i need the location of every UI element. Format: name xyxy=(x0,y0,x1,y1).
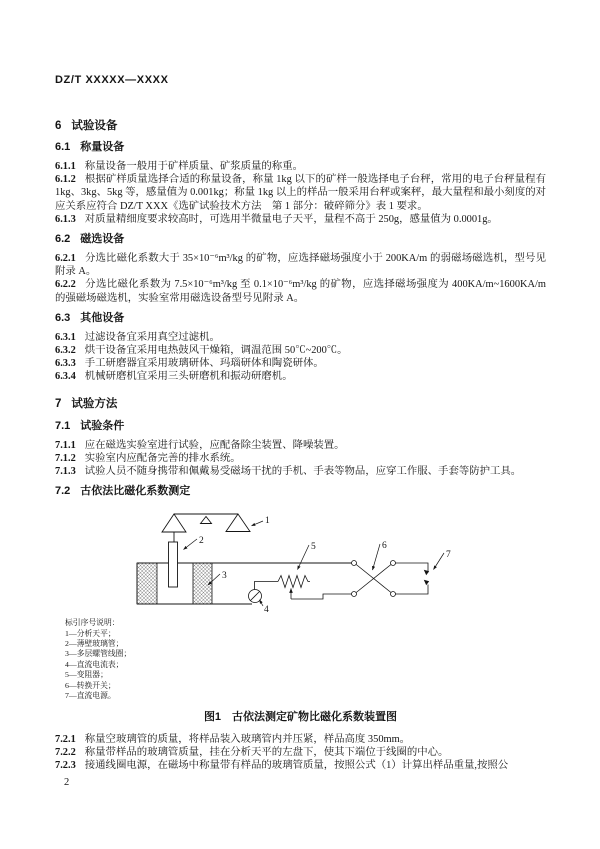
heading-6.2 xyxy=(55,233,546,246)
clause-7.1.2 xyxy=(55,452,546,465)
analytical-balance xyxy=(162,514,250,542)
terminal-arrow-icon xyxy=(424,580,429,585)
clause-text: 烘干设备宜采用电热鼓风干燥箱，调温范围 50℃~200℃。 xyxy=(84,345,348,357)
heading-7.2 xyxy=(55,485,546,498)
clause-number: 7.2.1 xyxy=(55,733,76,745)
clause-number: 6.3.3 xyxy=(55,358,76,370)
clause-number: 7.2.3 xyxy=(55,759,76,771)
callout-5: 5 xyxy=(311,542,316,553)
rheostat xyxy=(278,576,352,600)
clause-text: 机械研磨机宜采用三头研磨机和振动研磨机。 xyxy=(84,371,293,383)
clause-number: 6.2.1 xyxy=(55,253,76,265)
glass-tube xyxy=(169,542,178,587)
clause-number: 6.1.3 xyxy=(55,213,76,225)
clause-number: 7 xyxy=(55,397,62,410)
clause-number: 6.3.4 xyxy=(55,371,76,383)
clause-text: 试验条件 xyxy=(80,419,125,432)
clause-text: 接通线圈电源，在磁场中称量带有样品的玻璃管质量，按照公式（1）计算出样品重量,按照公 xyxy=(84,759,509,771)
clause-7.1.3 xyxy=(55,465,546,478)
legend-item: 5—变阻器； xyxy=(65,670,108,680)
clause-text: 分选比磁化系数大于 35×10⁻⁶m³/kg 的矿物，应选择磁场强度小于 200KA/m 的弱磁场磁选机，型号见附录 A。 xyxy=(55,253,546,278)
clauses-section-after-figure xyxy=(55,733,546,773)
clause-number: 6.1 xyxy=(55,141,71,153)
heading-7.1 xyxy=(55,420,546,433)
clause-text: 称量空玻璃管的质量，将样品装入玻璃管内并压紧，样品高度 350mm。 xyxy=(84,733,411,745)
clause-number: 7.1.3 xyxy=(55,466,76,478)
clause-text: 古依法比磁化系数测定 xyxy=(80,485,191,498)
clause-text: 其他设备 xyxy=(80,311,125,324)
clause-7.2.3 xyxy=(55,759,546,772)
clause-6.3.3 xyxy=(55,357,546,370)
clause-7.2.1 xyxy=(55,733,546,746)
heading-6.3 xyxy=(55,312,546,325)
clause-number: 6.3 xyxy=(55,311,71,324)
callout-1: 1 xyxy=(265,516,270,527)
heading-6 xyxy=(55,120,546,133)
legend-item: 6—转换开关； xyxy=(65,680,116,690)
clause-6.2.2 xyxy=(55,278,546,304)
legend-list xyxy=(65,629,546,702)
balance-pivot-icon xyxy=(201,517,212,524)
clause-number: 6 xyxy=(55,120,62,132)
callout-6: 6 xyxy=(382,541,387,552)
callout-leaders xyxy=(184,521,445,606)
figure-legend xyxy=(65,618,546,701)
clause-6.1.2 xyxy=(55,173,546,213)
heading-7 xyxy=(55,398,546,411)
clause-text: 根据矿样质量选择合适的称量设备，称量 1kg 以下的矿样一般选择电子台秤，常用的电子台秤量程有 1kg、3kg、5kg 等，感量值为 0.001kg；称量 1kg 以上的样品一般采用台秤或案秤，最大量程和最小刻度的对应关系应符合 DZ/T XXX《选矿试验技术方法 第 1 部分：破碎筛分》表 1 要求。 xyxy=(55,174,546,212)
clause-6.1.3 xyxy=(55,213,546,226)
clause-number: 7.1.2 xyxy=(55,452,76,464)
clause-text: 过滤设备宜采用真空过滤机。 xyxy=(84,331,220,343)
clause-text: 应在磁选实验室进行试验，应配备除尘装置、降噪装置。 xyxy=(84,439,345,451)
clause-text: 对质量精细度要求较高时，可选用半微量电子天平，量程不高于 250g，感量值为 0.0001g。 xyxy=(84,213,498,225)
clause-number: 6.1.2 xyxy=(55,174,76,186)
legend-item: 2—薄壁玻璃管； xyxy=(65,639,124,649)
document-code-header: DZ/T XXXXX—XXXX xyxy=(55,74,169,86)
legend-item: 4—直流电流表； xyxy=(65,659,124,669)
dc-power-terminals xyxy=(396,563,430,594)
clause-7.2.2 xyxy=(55,746,546,759)
clause-number: 6.3.2 xyxy=(55,345,76,357)
clause-number: 6.2 xyxy=(55,233,71,246)
clause-text: 试验方法 xyxy=(71,397,118,410)
clause-number: 7.1 xyxy=(55,419,71,432)
clause-text: 称量设备 xyxy=(80,141,125,153)
callout-2: 2 xyxy=(199,536,204,547)
clause-number: 6.1.1 xyxy=(55,161,76,172)
clause-text: 称量带样品的玻璃管质量，挂在分析天平的左盘下，使其下端位于线圈的中心。 xyxy=(84,746,449,758)
clause-text: 实验室内应配备完善的排水系统。 xyxy=(84,452,241,464)
ammeter xyxy=(249,582,279,603)
clause-6.3.2 xyxy=(55,344,546,357)
page-number: 2 xyxy=(64,777,70,789)
clause-text: 手工研磨器宜采用玻璃研体、玛瑙研体和陶瓷研体。 xyxy=(84,358,324,370)
clause-text: 称量设备一般用于矿样质量、矿浆质量的称重。 xyxy=(84,161,303,172)
legend-item: 7—直流电源。 xyxy=(65,691,116,701)
clause-text: 分选比磁化系数为 7.5×10⁻⁶m³/kg 至 0.1×10⁻⁶m³/kg 的矿物，应选择磁场强度为 400KA/m~1600KA/m 的强磁场磁选机，实验室常用磁选设备型号见附录 A。 xyxy=(55,279,546,304)
clause-number: 6.2.2 xyxy=(55,279,76,291)
callout-4: 4 xyxy=(264,605,269,616)
gouy-apparatus-diagram xyxy=(55,504,546,618)
legend-item: 3—多层螺管线圈； xyxy=(65,649,132,659)
callout-7: 7 xyxy=(446,550,451,561)
figure-caption: 图1 古依法测定矿物比磁化系数装置图 xyxy=(203,710,398,723)
clause-6.3.4 xyxy=(55,370,546,383)
clause-number: 6.3.1 xyxy=(55,331,76,343)
figure-1 xyxy=(55,504,546,723)
clause-6.3.1 xyxy=(55,331,546,344)
clause-number: 7.2 xyxy=(55,485,71,498)
callout-3: 3 xyxy=(222,571,227,582)
clause-6.2.1 xyxy=(55,252,546,278)
clauses-section xyxy=(55,120,546,498)
clause-number: 7.2.2 xyxy=(55,746,76,758)
clause-6.1.1 xyxy=(55,160,546,173)
page-body xyxy=(55,116,546,788)
legend-title: 标引序号说明： xyxy=(65,618,120,628)
heading-6.1 xyxy=(55,141,546,154)
clause-number: 7.1.1 xyxy=(55,439,76,451)
clause-text: 磁选设备 xyxy=(80,233,125,246)
clause-text: 试验人员不随身携带和佩戴易受磁场干扰的手机、手表等物品，应穿工作服、手套等防护工具。 xyxy=(84,466,522,478)
legend-item: 1—分析天平； xyxy=(65,628,116,638)
clause-7.1.1 xyxy=(55,439,546,452)
clause-text: 试验设备 xyxy=(71,120,118,132)
